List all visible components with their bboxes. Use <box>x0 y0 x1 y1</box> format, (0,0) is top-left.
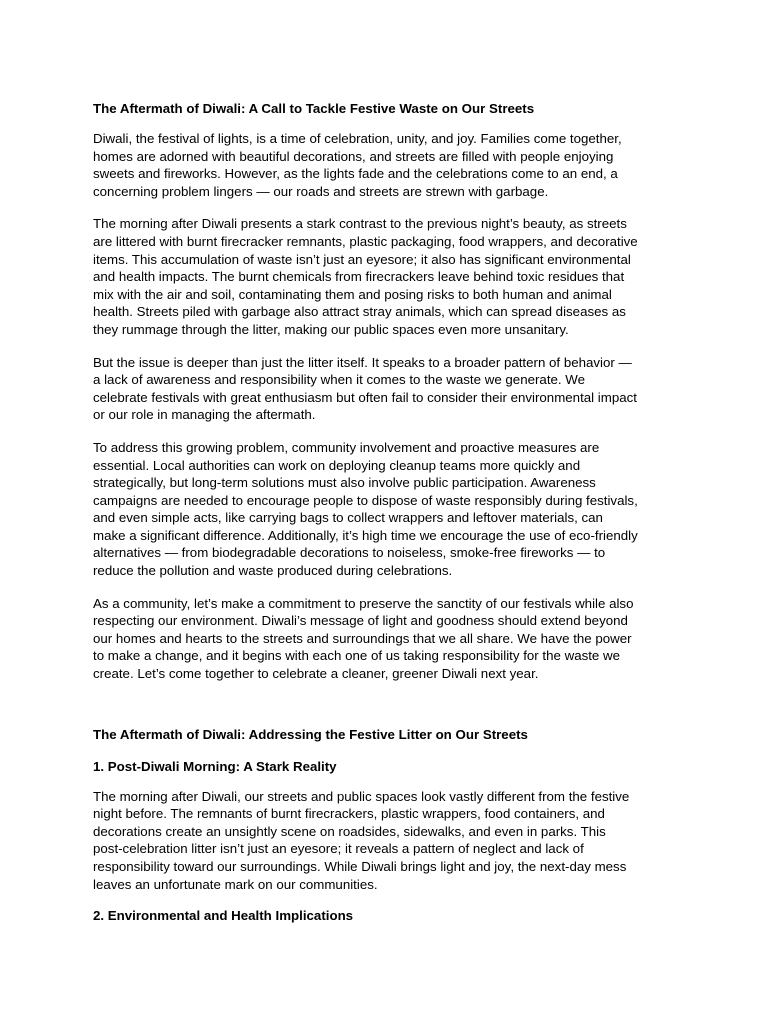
text-line: alternatives — from biodegradable decorations to noiseless, smoke-free fireworks — to <box>93 545 606 561</box>
article-section-1 <box>93 99 688 683</box>
section-heading: 2. Environmental and Health Implications <box>93 908 354 924</box>
article-paragraph <box>93 215 688 338</box>
section-heading: 1. Post-Diwali Morning: A Stark Reality <box>93 758 337 774</box>
text-line: and even simple acts, like carrying bags to collect wrappers and leftover materials, can <box>93 510 603 526</box>
text-line: health. Streets piled with garbage also attract stray animals, which can spread diseases as <box>93 304 626 320</box>
article-paragraph <box>93 439 688 580</box>
article-paragraph <box>93 130 688 200</box>
text-line: respecting our environment. Diwali’s message of light and goodness should extend beyond <box>93 613 628 629</box>
text-line: The morning after Diwali, our streets and public spaces look vastly different from the festive <box>93 788 630 804</box>
article-paragraph <box>93 788 688 894</box>
text-line: and health impacts. The burnt chemicals from firecrackers leave behind toxic residues that <box>93 269 625 285</box>
text-line: post-celebration litter isn’t just an eyesore; it reveals a pattern of neglect and lack of <box>93 841 584 857</box>
text-line: The morning after Diwali presents a stark contrast to the previous night’s beauty, as streets <box>93 216 627 232</box>
text-line: celebrate festivals with great enthusiasm but often fail to consider their environmental impact <box>93 389 637 405</box>
text-line: reduce the pollution and waste produced during celebrations. <box>93 563 453 579</box>
text-line: homes are adorned with beautiful decorations, and streets are filled with people enjoying <box>93 148 614 164</box>
text-line: items. This accumulation of waste isn’t just an eyesore; it also has significant environmental <box>93 251 631 267</box>
text-line: Diwali, the festival of lights, is a time of celebration, unity, and joy. Families come together, <box>93 131 622 146</box>
text-line: But the issue is deeper than just the litter itself. It speaks to a broader pattern of behavior — <box>93 354 632 370</box>
text-line: our homes and hearts to the streets and surroundings that we all share. We have the power <box>93 630 632 646</box>
text-line: create. Let’s come together to celebrate a cleaner, greener Diwali next year. <box>93 666 539 682</box>
text-line: essential. Local authorities can work on deploying cleanup teams more quickly and <box>93 457 581 473</box>
text-line: leaves an unfortunate mark on our communities. <box>93 876 378 892</box>
text-line: campaigns are needed to encourage people to dispose of waste responsibly during festivals, <box>93 492 638 508</box>
text-line: As a community, let’s make a commitment to preserve the sanctity of our festivals while also <box>93 595 634 611</box>
text-line: make a significant difference. Additionally, it’s high time we encourage the use of eco-friendly <box>93 527 638 543</box>
text-line: sweets and fireworks. However, as the lights fade and the celebrations come to an end, a <box>93 166 618 182</box>
text-line: decorations create an unsightly scene on roadsides, sidewalks, and even in parks. This <box>93 823 606 839</box>
text-line: to make a change, and it begins with each one of us taking responsibility for the waste we <box>93 648 621 664</box>
text-line: or our role in managing the aftermath. <box>93 407 316 423</box>
article-title: The Aftermath of Diwali: A Call to Tackle Festive Waste on Our Streets <box>93 101 535 116</box>
text-line: they rummage through the litter, making our public spaces even more unsanitary. <box>93 321 569 337</box>
article-paragraph <box>93 595 688 683</box>
text-line: strategically, but long-term solutions must also involve public participation. Awareness <box>93 475 596 491</box>
article-title: The Aftermath of Diwali: Addressing the Festive Litter on Our Streets <box>93 726 528 742</box>
text-line: are littered with burnt firecracker remnants, plastic packaging, food wrappers, and decorative <box>93 233 638 249</box>
text-line: mix with the air and soil, contaminating them and posing risks to both human and animal <box>93 286 612 302</box>
text-line: To address this growing problem, community involvement and proactive measures are <box>93 439 600 455</box>
article-section-2 <box>93 725 688 926</box>
text-line: responsibility toward our surroundings. While Diwali brings light and joy, the next-day mess <box>93 859 627 874</box>
text-line: night before. The remnants of burnt firecrackers, plastic wrappers, food containers, and <box>93 806 605 822</box>
text-line: a lack of awareness and responsibility when it comes to the waste we generate. We <box>93 372 585 388</box>
text-line: concerning problem lingers — our roads and streets are strewn with garbage. <box>93 183 549 199</box>
article-paragraph <box>93 354 688 424</box>
